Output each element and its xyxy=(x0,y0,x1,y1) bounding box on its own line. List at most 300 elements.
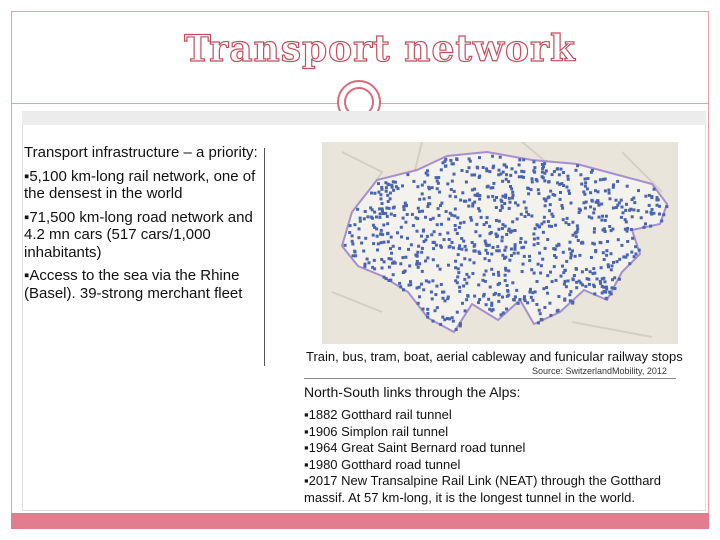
stop-marker xyxy=(488,244,491,247)
stop-marker xyxy=(435,285,438,288)
stop-marker xyxy=(371,266,374,269)
stop-marker xyxy=(478,198,481,201)
stop-marker xyxy=(620,244,623,247)
list-item: ▪1980 Gotthard road tunnel xyxy=(304,456,461,472)
stop-marker xyxy=(415,263,418,266)
stop-marker xyxy=(540,318,543,321)
stop-marker xyxy=(460,237,463,240)
stop-marker xyxy=(532,160,535,163)
stop-marker xyxy=(568,192,571,195)
stop-marker xyxy=(631,237,634,240)
map-graphic xyxy=(322,142,678,344)
stop-marker xyxy=(390,252,393,255)
stop-marker xyxy=(607,189,610,192)
stop-marker xyxy=(575,281,578,284)
stop-marker xyxy=(626,230,629,233)
stop-marker xyxy=(618,201,621,204)
stop-marker xyxy=(577,239,580,242)
stop-marker xyxy=(601,292,604,295)
stop-marker xyxy=(537,263,540,266)
stop-marker xyxy=(656,204,659,207)
stop-marker xyxy=(522,170,525,173)
stop-marker xyxy=(436,306,439,309)
stop-marker xyxy=(567,223,570,226)
stop-marker xyxy=(444,299,447,302)
stop-marker xyxy=(517,302,520,305)
stop-marker xyxy=(604,219,607,222)
stop-marker xyxy=(477,283,480,286)
stop-marker xyxy=(417,207,420,210)
stop-marker xyxy=(454,228,457,231)
stop-marker xyxy=(381,207,384,210)
stop-marker xyxy=(527,192,530,195)
stop-marker xyxy=(443,238,446,241)
stop-marker xyxy=(544,247,547,250)
stop-marker xyxy=(541,167,544,170)
stop-marker xyxy=(542,176,545,179)
stop-marker xyxy=(556,310,559,313)
stop-marker xyxy=(559,198,562,201)
stop-marker xyxy=(508,207,511,210)
stop-marker xyxy=(384,212,387,215)
stop-marker xyxy=(527,213,530,216)
stop-marker xyxy=(611,228,614,231)
stop-marker xyxy=(536,223,539,226)
stop-marker xyxy=(391,262,394,265)
stop-marker xyxy=(359,217,362,220)
stop-marker xyxy=(403,208,406,211)
stop-marker xyxy=(626,185,629,188)
map-source: Source: SwitzerlandMobility, 2012 xyxy=(532,366,667,376)
stop-marker xyxy=(377,182,380,185)
stop-marker xyxy=(425,279,428,282)
stop-marker xyxy=(392,180,395,183)
stop-marker xyxy=(369,206,372,209)
stop-marker xyxy=(660,219,663,222)
stop-marker xyxy=(430,233,433,236)
stop-marker xyxy=(449,195,452,198)
stop-marker xyxy=(478,156,481,159)
stop-marker xyxy=(606,240,609,243)
stop-marker xyxy=(528,291,531,294)
stop-marker xyxy=(511,191,514,194)
stop-marker xyxy=(436,187,439,190)
stop-marker xyxy=(590,256,593,259)
stop-marker xyxy=(501,254,504,257)
slide-top-strip xyxy=(22,111,706,125)
stop-marker xyxy=(464,200,467,203)
stop-marker xyxy=(506,295,509,298)
stop-marker xyxy=(543,197,546,200)
stop-marker xyxy=(531,299,534,302)
stop-marker xyxy=(562,171,565,174)
stop-marker xyxy=(512,298,515,301)
stop-marker xyxy=(458,290,461,293)
stop-marker xyxy=(568,293,571,296)
stop-marker xyxy=(556,167,559,170)
stop-marker xyxy=(615,199,618,202)
stop-marker xyxy=(525,207,528,210)
stop-marker xyxy=(439,244,442,247)
stop-marker xyxy=(643,226,646,229)
stop-marker xyxy=(552,193,555,196)
stop-marker xyxy=(439,323,442,326)
stop-marker xyxy=(418,295,421,298)
stop-marker xyxy=(440,283,443,286)
stop-marker xyxy=(558,244,561,247)
stop-marker xyxy=(412,180,415,183)
stop-marker xyxy=(390,213,393,216)
stop-marker xyxy=(620,199,623,202)
stop-marker xyxy=(620,216,623,219)
stop-marker xyxy=(510,248,513,251)
stop-marker xyxy=(392,245,395,248)
stop-marker xyxy=(539,312,542,315)
stop-marker xyxy=(536,237,539,240)
stop-marker xyxy=(432,241,435,244)
stop-marker xyxy=(501,227,504,230)
stop-marker xyxy=(638,249,641,252)
map-caption: Train, bus, tram, boat, aerial cableway and funicular railway stops xyxy=(306,349,683,364)
stop-marker xyxy=(487,298,490,301)
stop-marker xyxy=(437,176,440,179)
stop-marker xyxy=(388,266,391,269)
stop-marker xyxy=(558,173,561,176)
stop-marker xyxy=(616,260,619,263)
stop-marker xyxy=(507,180,510,183)
stop-marker xyxy=(459,199,462,202)
stop-marker xyxy=(450,188,453,191)
stop-marker xyxy=(576,228,579,231)
stop-marker xyxy=(562,218,565,221)
stop-marker xyxy=(465,282,468,285)
stop-marker xyxy=(576,224,579,227)
stop-marker xyxy=(392,273,395,276)
stop-marker xyxy=(545,286,548,289)
stop-marker xyxy=(532,169,535,172)
stop-marker xyxy=(467,205,470,208)
stop-marker xyxy=(596,277,599,280)
stop-marker xyxy=(550,225,553,228)
stop-marker xyxy=(436,264,439,267)
stop-marker xyxy=(604,178,607,181)
stop-marker xyxy=(439,204,442,207)
stop-marker xyxy=(445,210,448,213)
stop-marker xyxy=(540,264,543,267)
stop-marker xyxy=(578,254,581,257)
stop-marker xyxy=(604,230,607,233)
stop-marker xyxy=(570,202,573,205)
stop-marker xyxy=(344,244,347,247)
stop-marker xyxy=(466,294,469,297)
stop-marker xyxy=(523,295,526,298)
stop-marker xyxy=(440,168,443,171)
stop-marker xyxy=(379,212,382,215)
stop-marker xyxy=(492,273,495,276)
stop-marker xyxy=(470,219,473,222)
stop-marker xyxy=(448,246,451,249)
stop-marker xyxy=(435,176,438,179)
stop-marker xyxy=(383,241,386,244)
stop-marker xyxy=(389,197,392,200)
stop-marker xyxy=(422,308,425,311)
stop-marker xyxy=(599,282,602,285)
stop-marker xyxy=(608,192,611,195)
stop-marker xyxy=(608,291,611,294)
stop-marker xyxy=(378,216,381,219)
stop-marker xyxy=(377,242,380,245)
stop-marker xyxy=(428,281,431,284)
stop-marker xyxy=(458,244,461,247)
stop-marker xyxy=(618,278,621,281)
stop-marker xyxy=(508,197,511,200)
stop-marker xyxy=(409,283,412,286)
stop-marker xyxy=(372,224,375,227)
stop-marker xyxy=(463,278,466,281)
stop-marker xyxy=(590,199,593,202)
stop-marker xyxy=(509,201,512,204)
stop-marker xyxy=(393,206,396,209)
stop-marker xyxy=(411,213,414,216)
stop-marker xyxy=(381,267,384,270)
stop-marker xyxy=(451,316,454,319)
stop-marker xyxy=(581,270,584,273)
stop-marker xyxy=(497,173,500,176)
stop-marker xyxy=(449,212,452,215)
stop-marker xyxy=(491,155,494,158)
stop-marker xyxy=(567,189,570,192)
stop-marker xyxy=(570,252,573,255)
stop-marker xyxy=(551,280,554,283)
stop-marker xyxy=(376,235,379,238)
stop-marker xyxy=(503,249,506,252)
stop-marker xyxy=(495,206,498,209)
stop-marker xyxy=(624,209,627,212)
stop-marker xyxy=(393,214,396,217)
stop-marker xyxy=(523,201,526,204)
stop-marker xyxy=(435,244,438,247)
stop-marker xyxy=(649,225,652,228)
stop-marker xyxy=(457,253,460,256)
stop-marker xyxy=(400,226,403,229)
stop-marker xyxy=(426,308,429,311)
stop-marker xyxy=(360,242,363,245)
stop-marker xyxy=(637,209,640,212)
stop-marker xyxy=(594,250,597,253)
stop-marker xyxy=(417,266,420,269)
column-divider xyxy=(264,148,265,366)
stop-marker xyxy=(452,246,455,249)
stop-marker xyxy=(421,210,424,213)
stop-marker xyxy=(511,197,514,200)
stop-marker xyxy=(640,216,643,219)
list-item: ▪2017 New Transalpine Rail Link (NEAT) through the Gotthard massif. At 57 km-long, it is the longest tunnel in the world. xyxy=(304,473,661,505)
stop-marker xyxy=(633,201,636,204)
stop-marker xyxy=(416,185,419,188)
bullet-rail: ▪5,100 km-long rail network, one of the densest in the world xyxy=(24,167,256,202)
stop-marker xyxy=(566,175,569,178)
stop-marker xyxy=(351,234,354,237)
stop-marker xyxy=(583,201,586,204)
stop-marker xyxy=(618,258,621,261)
list-item: ▪1906 Simplon rail tunnel xyxy=(304,423,449,439)
stop-marker xyxy=(477,301,480,304)
stop-marker xyxy=(548,302,551,305)
stop-marker xyxy=(626,240,629,243)
stop-marker xyxy=(404,221,407,224)
stop-marker xyxy=(490,187,493,190)
infrastructure-heading: Transport infrastructure – a priority: xyxy=(24,144,258,161)
stop-marker xyxy=(400,235,403,238)
stop-marker xyxy=(498,220,501,223)
stop-marker xyxy=(543,306,546,309)
stop-marker xyxy=(571,301,574,304)
stop-marker xyxy=(504,194,507,197)
stop-marker xyxy=(526,301,529,304)
stop-marker xyxy=(372,242,375,245)
stop-marker xyxy=(468,258,471,261)
stop-marker xyxy=(468,166,471,169)
stop-marker xyxy=(520,175,523,178)
stop-marker xyxy=(592,272,595,275)
stop-marker xyxy=(351,243,354,246)
stop-marker xyxy=(565,260,568,263)
stop-marker xyxy=(593,208,596,211)
stop-marker xyxy=(565,221,568,224)
stop-marker xyxy=(555,279,558,282)
stop-marker xyxy=(349,224,352,227)
stop-marker xyxy=(535,303,538,306)
stop-marker xyxy=(578,208,581,211)
stop-marker xyxy=(373,211,376,214)
stop-marker xyxy=(580,183,583,186)
stop-marker xyxy=(452,320,455,323)
stop-marker xyxy=(412,224,415,227)
stop-marker xyxy=(482,166,485,169)
stop-marker xyxy=(466,170,469,173)
stop-marker xyxy=(610,268,613,271)
stop-marker xyxy=(364,237,367,240)
stop-marker xyxy=(655,198,658,201)
stop-marker xyxy=(565,186,568,189)
alps-links-list xyxy=(304,407,678,506)
stop-marker xyxy=(631,215,634,218)
stop-marker xyxy=(424,260,427,263)
stop-marker xyxy=(549,203,552,206)
stop-marker xyxy=(483,273,486,276)
stop-marker xyxy=(454,266,457,269)
stop-marker xyxy=(436,223,439,226)
stop-marker xyxy=(442,297,445,300)
stop-marker xyxy=(488,308,491,311)
stop-marker xyxy=(484,240,487,243)
stop-marker xyxy=(541,258,544,261)
stop-marker xyxy=(416,251,419,254)
stop-marker xyxy=(459,322,462,325)
stop-marker xyxy=(456,281,459,284)
stop-marker xyxy=(473,295,476,298)
stop-marker xyxy=(553,254,556,257)
stop-marker xyxy=(550,213,553,216)
stop-marker xyxy=(549,271,552,274)
stop-marker xyxy=(530,188,533,191)
stop-marker xyxy=(458,247,461,250)
stop-marker xyxy=(454,208,457,211)
stop-marker xyxy=(517,252,520,255)
stop-marker xyxy=(462,240,465,243)
stop-marker xyxy=(536,280,539,283)
stop-marker xyxy=(490,253,493,256)
stop-marker xyxy=(501,204,504,207)
stop-marker xyxy=(532,233,535,236)
stop-marker xyxy=(389,192,392,195)
stop-marker xyxy=(635,253,638,256)
stop-marker xyxy=(581,283,584,286)
stop-marker xyxy=(563,299,566,302)
stop-marker xyxy=(493,293,496,296)
stop-marker xyxy=(375,216,378,219)
stop-marker xyxy=(436,180,439,183)
section-divider xyxy=(304,378,676,379)
stop-marker xyxy=(529,288,532,291)
stop-marker xyxy=(492,182,495,185)
stop-marker xyxy=(514,201,517,204)
stop-marker xyxy=(630,228,633,231)
stop-marker xyxy=(539,272,542,275)
stop-marker xyxy=(542,287,545,290)
stop-marker xyxy=(448,238,451,241)
stop-marker xyxy=(495,235,498,238)
stop-marker xyxy=(537,188,540,191)
stop-marker xyxy=(513,252,516,255)
stop-marker xyxy=(502,195,505,198)
stop-marker xyxy=(422,230,425,233)
stop-marker xyxy=(541,171,544,174)
stop-marker xyxy=(424,216,427,219)
stop-marker xyxy=(485,303,488,306)
stop-marker xyxy=(465,248,468,251)
stop-marker xyxy=(561,265,564,268)
stop-marker xyxy=(416,260,419,263)
stop-marker xyxy=(611,286,614,289)
stop-marker xyxy=(401,256,404,259)
stop-marker xyxy=(547,181,550,184)
stop-marker xyxy=(465,181,468,184)
stop-marker xyxy=(625,203,628,206)
stop-marker xyxy=(407,248,410,251)
stop-marker xyxy=(588,215,591,218)
stop-marker xyxy=(621,206,624,209)
stop-marker xyxy=(628,262,631,265)
stop-marker xyxy=(386,194,389,197)
stop-marker xyxy=(463,221,466,224)
stop-marker xyxy=(574,255,577,258)
stop-marker xyxy=(493,199,496,202)
stop-marker xyxy=(385,207,388,210)
stop-marker xyxy=(426,256,429,259)
stop-marker xyxy=(443,318,446,321)
stop-marker xyxy=(392,189,395,192)
stop-marker xyxy=(519,241,522,244)
stop-marker xyxy=(587,177,590,180)
stop-marker xyxy=(499,156,502,159)
stop-marker xyxy=(483,223,486,226)
stop-marker xyxy=(563,283,566,286)
stop-marker xyxy=(507,229,510,232)
stop-marker xyxy=(474,230,477,233)
stop-marker xyxy=(386,215,389,218)
stop-marker xyxy=(429,218,432,221)
